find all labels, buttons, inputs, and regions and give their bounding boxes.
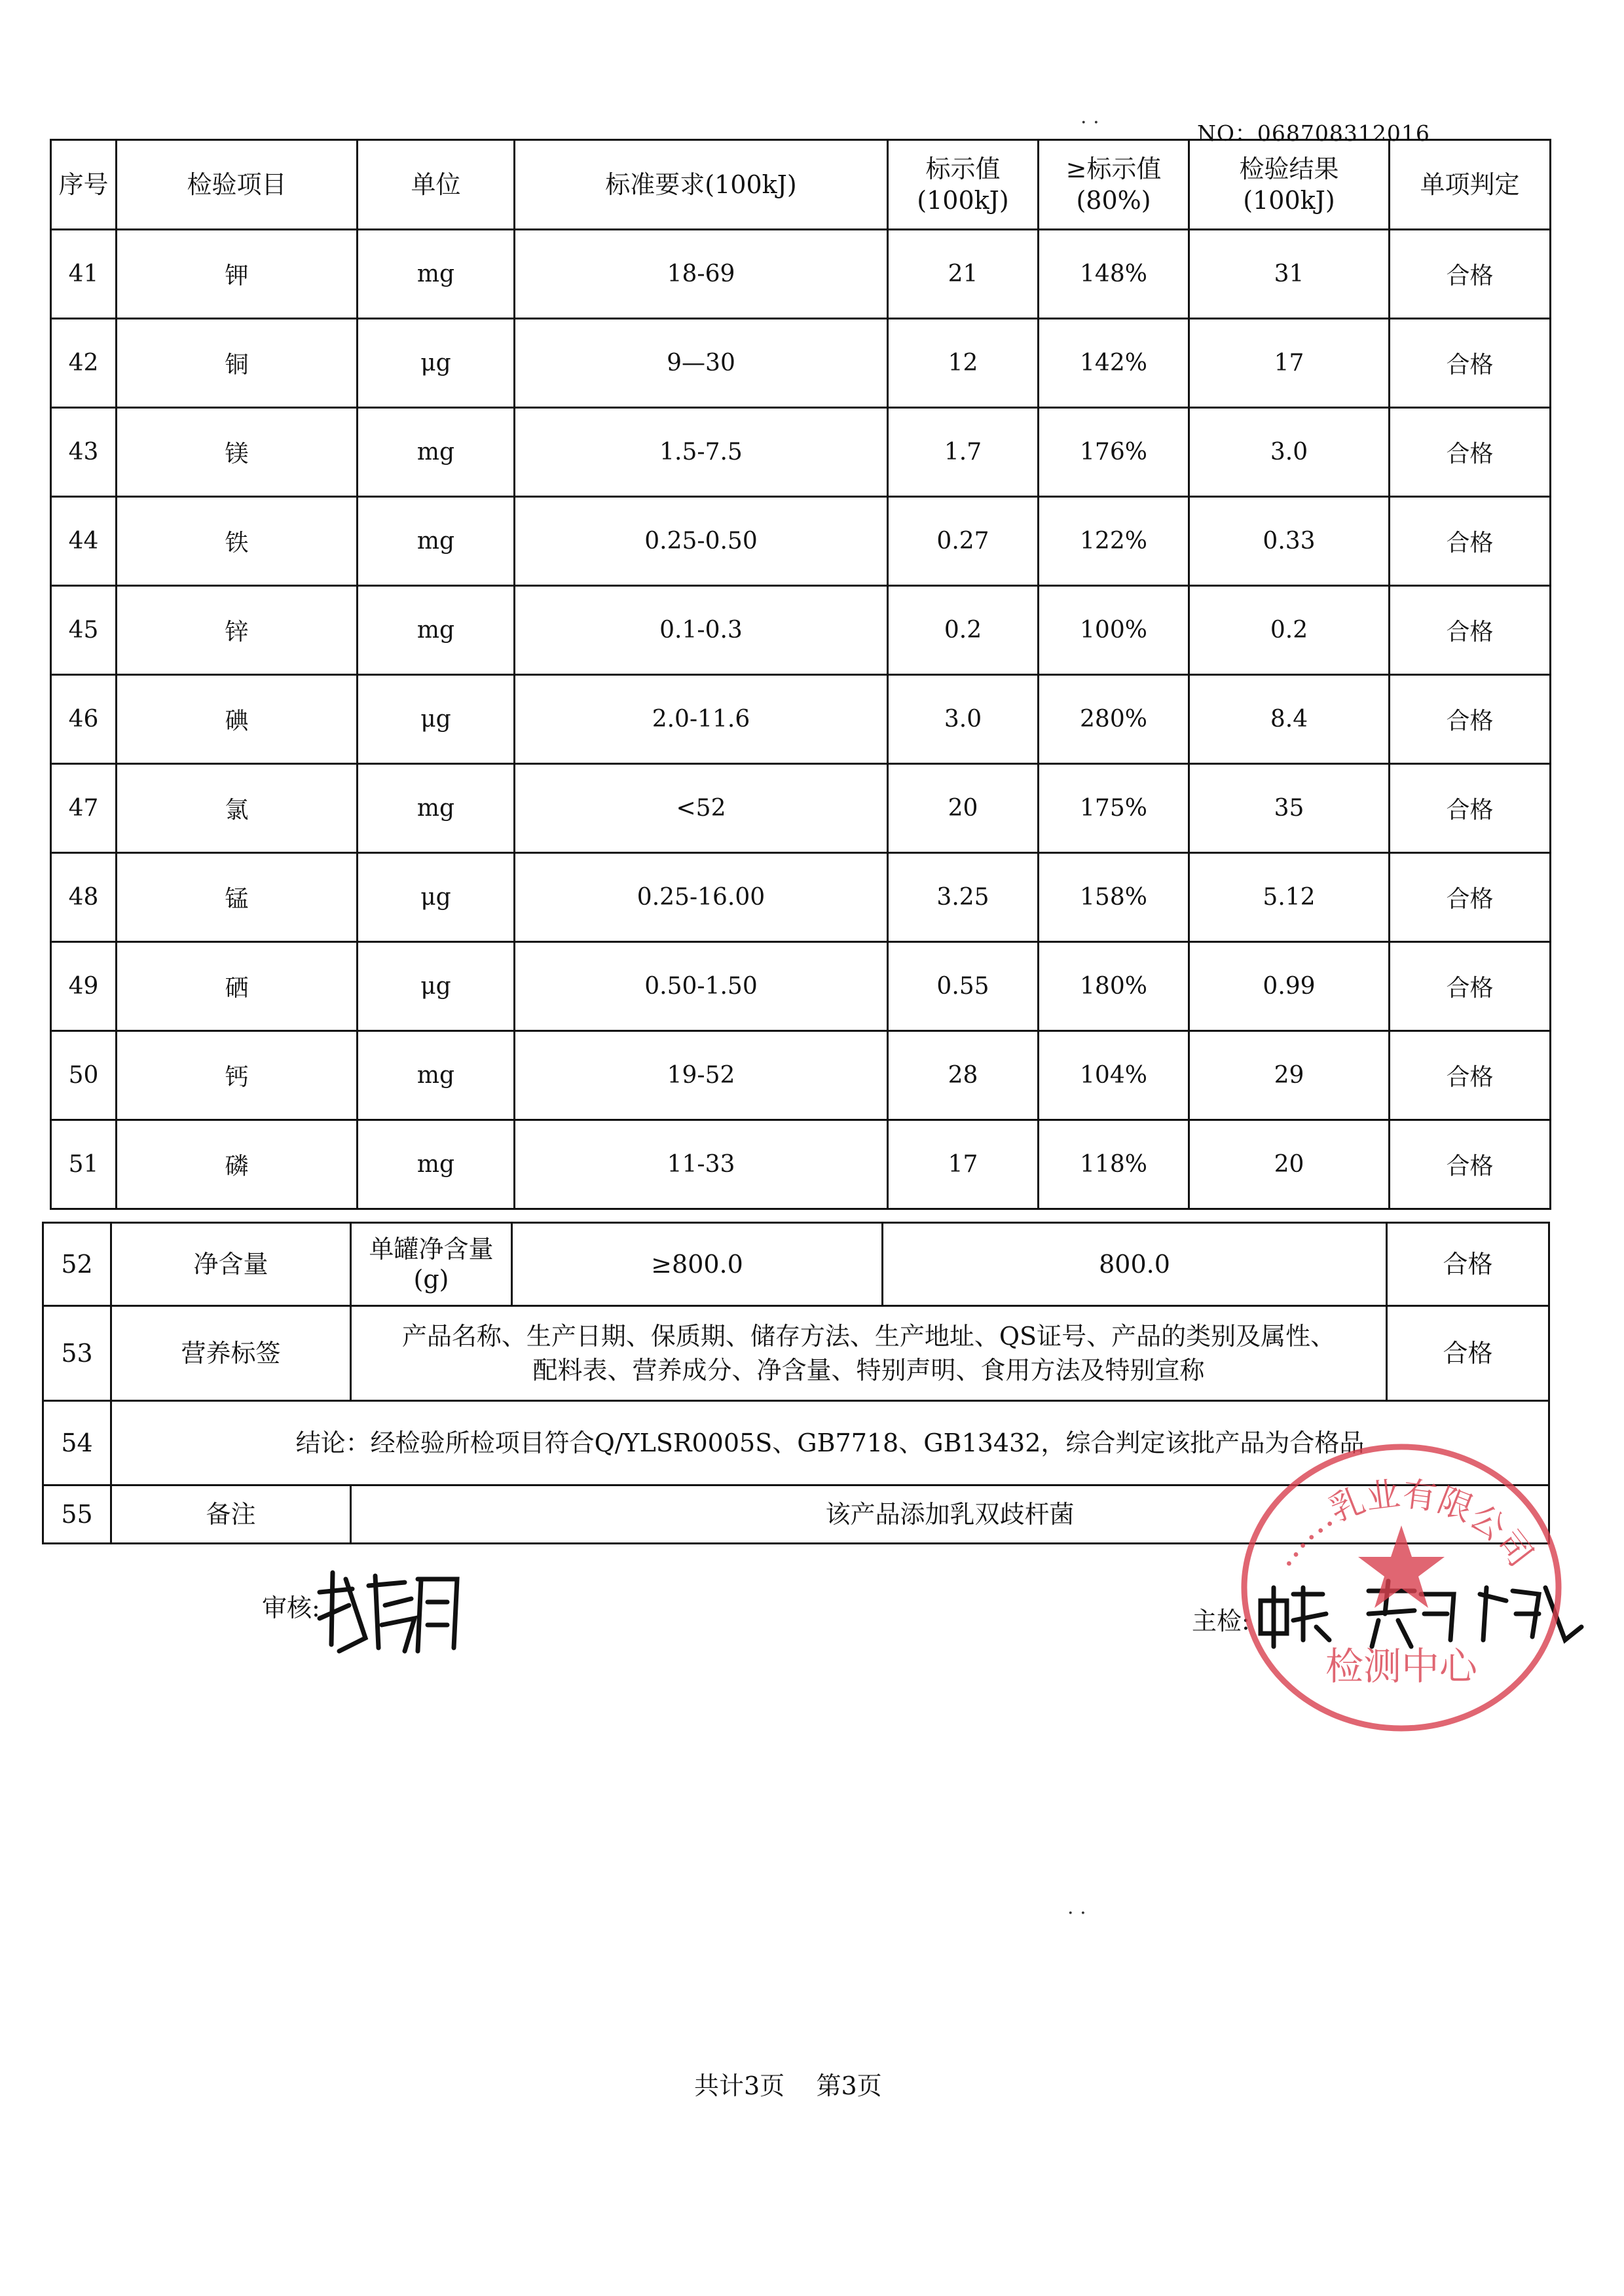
cell-label-value: 21: [888, 230, 1039, 319]
row52-seq: 52: [43, 1223, 111, 1306]
table-row: [51, 1031, 1551, 1120]
cell-item: 氯: [117, 764, 358, 853]
header-label-value: 标示值 (100kJ): [888, 140, 1039, 230]
cell-judgement: 合格: [1390, 942, 1551, 1031]
cell-result: 0.99: [1189, 942, 1390, 1031]
reviewer-signature: [313, 1566, 464, 1658]
cell-item: 锌: [117, 586, 358, 675]
row55-content: 该产品添加乳双歧杆菌: [351, 1485, 1549, 1544]
cell-seq: 41: [51, 230, 117, 319]
cell-seq: 43: [51, 408, 117, 497]
cell-label-value: 3.0: [888, 675, 1039, 764]
cell-result: 29: [1189, 1031, 1390, 1120]
cell-seq: 46: [51, 675, 117, 764]
row55-seq: 55: [43, 1485, 111, 1544]
cell-label-pct: 175%: [1039, 764, 1189, 853]
cell-result: 3.0: [1189, 408, 1390, 497]
table-row: [51, 586, 1551, 675]
cell-label-pct: 180%: [1039, 942, 1189, 1031]
cell-item: 碘: [117, 675, 358, 764]
row52-item: 净含量: [111, 1223, 351, 1306]
row52-judgement: 合格: [1387, 1223, 1549, 1306]
cell-seq: 50: [51, 1031, 117, 1120]
table-row: [51, 319, 1551, 408]
cell-judgement: 合格: [1390, 230, 1551, 319]
table-row: [51, 764, 1551, 853]
cell-label-value: 0.27: [888, 497, 1039, 586]
table-row: [51, 942, 1551, 1031]
cell-seq: 44: [51, 497, 117, 586]
cell-standard: 0.50-1.50: [515, 942, 888, 1031]
cell-judgement: 合格: [1390, 1031, 1551, 1120]
cell-seq: 42: [51, 319, 117, 408]
cell-standard: 9—30: [515, 319, 888, 408]
document-number: NO：068708312016: [1197, 120, 1430, 146]
cell-standard: 0.25-0.50: [515, 497, 888, 586]
cell-item: 镁: [117, 408, 358, 497]
cell-label-value: 17: [888, 1120, 1039, 1209]
cell-seq: 45: [51, 586, 117, 675]
scan-speck: · ·: [1067, 1902, 1086, 1925]
row52-standard: ≥800.0: [512, 1223, 883, 1306]
header-standard: 标准要求(100kJ): [515, 140, 888, 230]
table-row: [51, 675, 1551, 764]
table-row-53: [43, 1306, 1549, 1401]
cell-judgement: 合格: [1390, 319, 1551, 408]
cell-item: 磷: [117, 1120, 358, 1209]
nutrient-test-table: [50, 139, 1551, 1210]
cell-item: 钾: [117, 230, 358, 319]
cell-unit: μg: [358, 853, 515, 942]
cell-result: 17: [1189, 319, 1390, 408]
cell-standard: 0.1-0.3: [515, 586, 888, 675]
cell-unit: mg: [358, 764, 515, 853]
cell-result: 0.33: [1189, 497, 1390, 586]
cell-unit: μg: [358, 675, 515, 764]
cell-item: 钙: [117, 1031, 358, 1120]
seal-top-text: ……乳业有限公司: [1263, 1474, 1540, 1575]
table-row: [51, 1120, 1551, 1209]
cell-judgement: 合格: [1390, 408, 1551, 497]
cell-standard: 18-69: [515, 230, 888, 319]
cell-label-value: 28: [888, 1031, 1039, 1120]
header-result: 检验结果 (100kJ): [1189, 140, 1390, 230]
cell-result: 5.12: [1189, 853, 1390, 942]
cell-judgement: 合格: [1390, 1120, 1551, 1209]
cell-label-value: 12: [888, 319, 1039, 408]
cell-unit: mg: [358, 1120, 515, 1209]
row54-seq: 54: [43, 1401, 111, 1485]
cell-standard: 19-52: [515, 1031, 888, 1120]
row52-result: 800.0: [883, 1223, 1387, 1306]
cell-judgement: 合格: [1390, 497, 1551, 586]
cell-label-value: 1.7: [888, 408, 1039, 497]
cell-label-pct: 142%: [1039, 319, 1189, 408]
cell-judgement: 合格: [1390, 675, 1551, 764]
table-row: [51, 408, 1551, 497]
table-row: [51, 853, 1551, 942]
cell-judgement: 合格: [1390, 764, 1551, 853]
cell-label-pct: 280%: [1039, 675, 1189, 764]
cell-label-pct: 148%: [1039, 230, 1189, 319]
cell-unit: mg: [358, 497, 515, 586]
cell-unit: μg: [358, 942, 515, 1031]
row53-judgement: 合格: [1387, 1306, 1549, 1401]
cell-label-pct: 118%: [1039, 1120, 1189, 1209]
cell-standard: 11-33: [515, 1120, 888, 1209]
cell-item: 铜: [117, 319, 358, 408]
cell-standard: 1.5-7.5: [515, 408, 888, 497]
table-row: [51, 497, 1551, 586]
cell-judgement: 合格: [1390, 586, 1551, 675]
header-judgement: 单项判定: [1390, 140, 1551, 230]
table-row-52: [43, 1223, 1549, 1306]
row53-seq: 53: [43, 1306, 111, 1401]
cell-unit: mg: [358, 1031, 515, 1120]
cell-result: 0.2: [1189, 586, 1390, 675]
header-seq: 序号: [51, 140, 117, 230]
seal-bottom-text: 检测中心: [1325, 1644, 1478, 1688]
cell-seq: 51: [51, 1120, 117, 1209]
cell-seq: 48: [51, 853, 117, 942]
cell-standard: 0.25-16.00: [515, 853, 888, 942]
cell-seq: 47: [51, 764, 117, 853]
reviewer-label: 审核:: [262, 1594, 320, 1622]
cell-label-value: 0.55: [888, 942, 1039, 1031]
cell-result: 20: [1189, 1120, 1390, 1209]
cell-label-value: 0.2: [888, 586, 1039, 675]
cell-label-pct: 158%: [1039, 853, 1189, 942]
cell-result: 35: [1189, 764, 1390, 853]
inspector-label: 主检:: [1192, 1607, 1250, 1635]
row53-content: 产品名称、生产日期、保质期、储存方法、生产地址、QS证号、产品的类别及属性、 配料表、营养成分、净含量、特别声明、食用方法及特别宣称: [351, 1306, 1387, 1401]
cell-result: 31: [1189, 230, 1390, 319]
cell-label-value: 3.25: [888, 853, 1039, 942]
cell-label-pct: 122%: [1039, 497, 1189, 586]
cell-unit: mg: [358, 586, 515, 675]
header-label-pct: ≥标示值 (80%): [1039, 140, 1189, 230]
row53-item: 营养标签: [111, 1306, 351, 1401]
cell-label-pct: 100%: [1039, 586, 1189, 675]
cell-standard: 2.0-11.6: [515, 675, 888, 764]
cell-label-pct: 176%: [1039, 408, 1189, 497]
cell-label-pct: 104%: [1039, 1031, 1189, 1120]
cell-result: 8.4: [1189, 675, 1390, 764]
inspection-center-seal: [1231, 1427, 1572, 1741]
cell-item: 硒: [117, 942, 358, 1031]
scan-speck: · ·: [1080, 111, 1099, 134]
page-footer: 共计3页 第3页: [694, 2071, 882, 2100]
cell-unit: mg: [358, 408, 515, 497]
cell-item: 锰: [117, 853, 358, 942]
conclusion-text: 结论：经检验所检项目符合Q/YLSR0005S、GB7718、GB13432，综合判定该批产品为合格品: [111, 1401, 1549, 1485]
cell-standard: <52: [515, 764, 888, 853]
cell-seq: 49: [51, 942, 117, 1031]
table-row: [51, 230, 1551, 319]
cell-unit: μg: [358, 319, 515, 408]
header-unit: 单位: [358, 140, 515, 230]
cell-judgement: 合格: [1390, 853, 1551, 942]
cell-unit: mg: [358, 230, 515, 319]
table-header-row: [51, 140, 1551, 230]
cell-label-value: 20: [888, 764, 1039, 853]
row52-unit: 单罐净含量 (g): [351, 1223, 512, 1306]
header-item: 检验项目: [117, 140, 358, 230]
row55-item: 备注: [111, 1485, 351, 1544]
cell-item: 铁: [117, 497, 358, 586]
